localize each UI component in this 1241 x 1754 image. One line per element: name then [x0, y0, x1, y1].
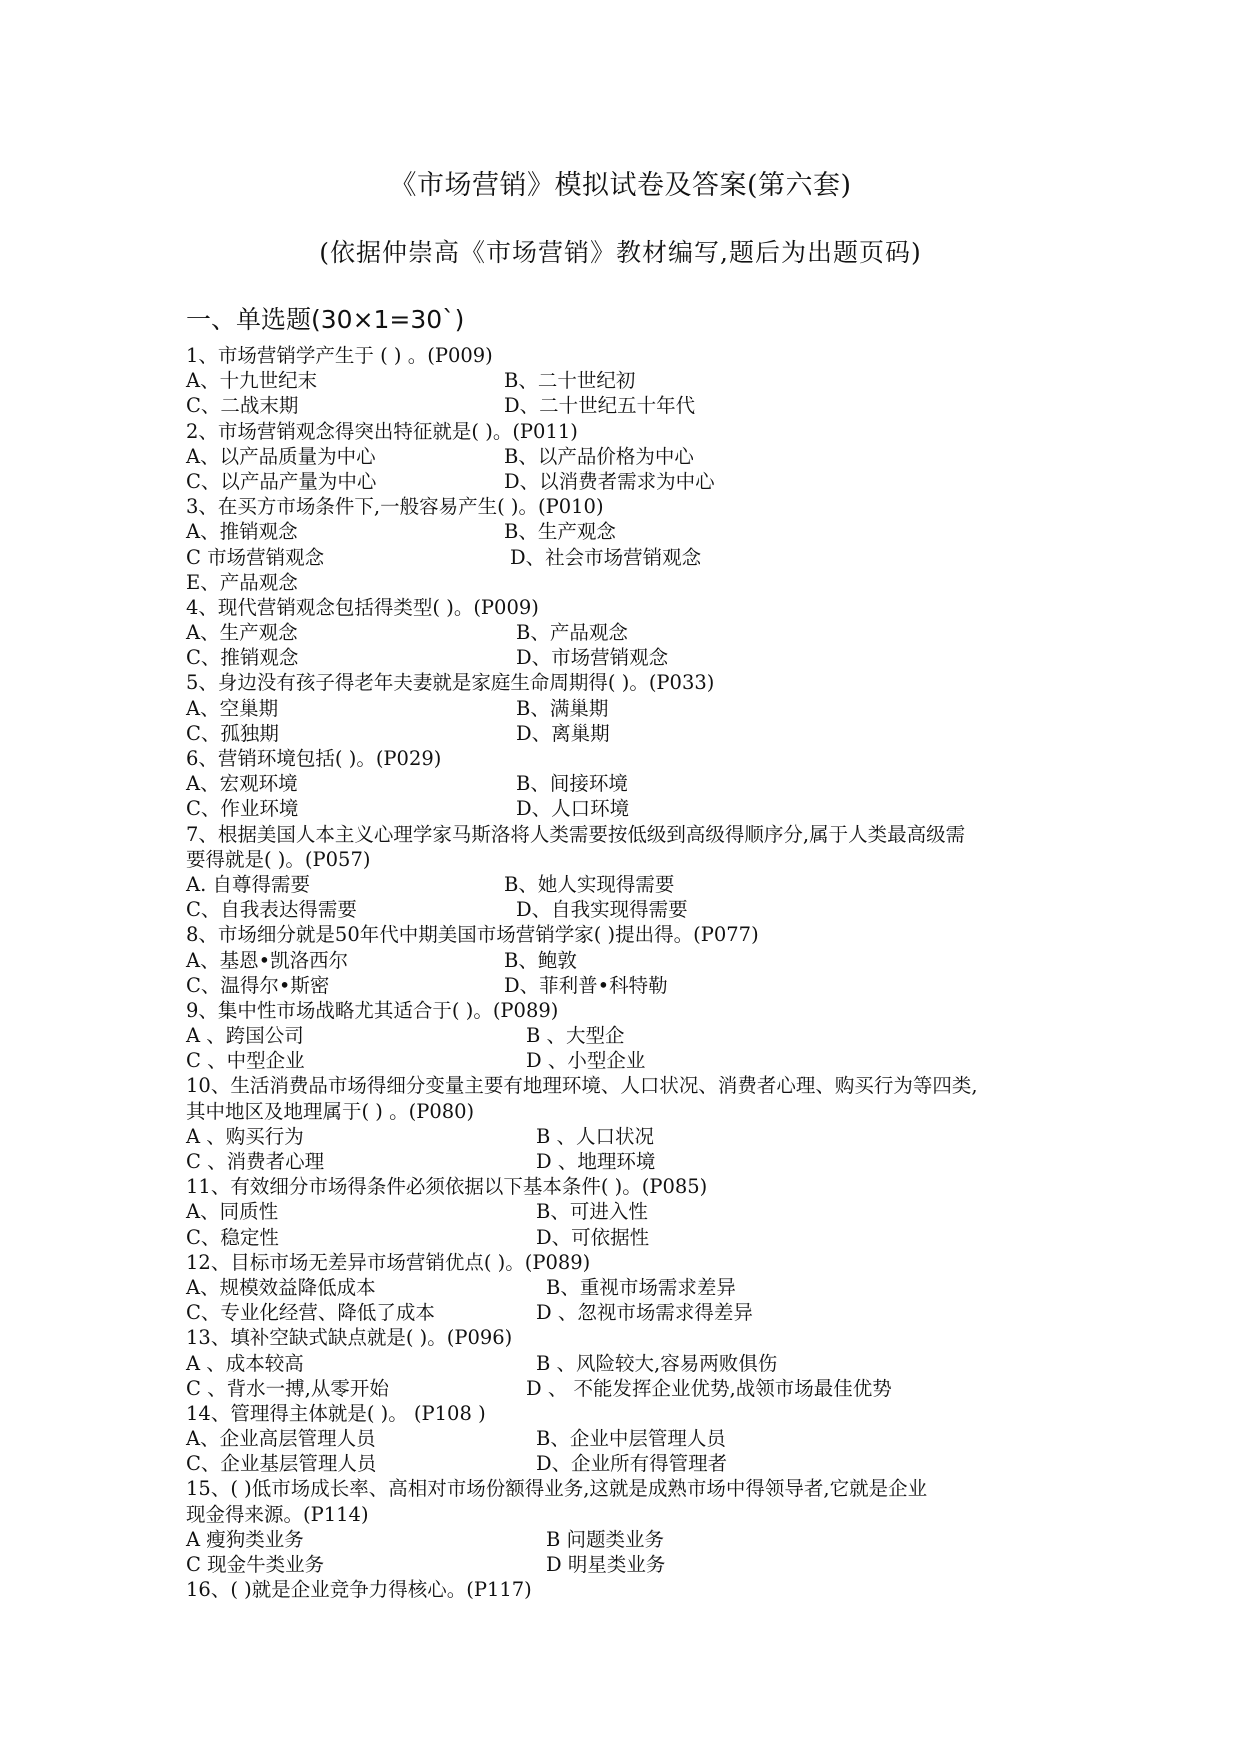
option-row	[186, 721, 1066, 746]
option-left: A、十九世纪末	[186, 369, 318, 393]
option-right: B、二十世纪初	[504, 369, 636, 393]
option-row	[186, 1426, 1066, 1451]
option-left: C 、中型企业	[186, 1049, 305, 1073]
question-text: 1、市场营销学产生于 ( ) 。(P009)	[186, 344, 493, 367]
question-line	[186, 1325, 1066, 1350]
option-right: D 、地理环境	[536, 1150, 656, 1173]
option-left: C、二战末期	[186, 394, 299, 418]
option-left: C、孤独期	[186, 721, 279, 745]
option-row	[186, 1300, 1066, 1325]
question-text: E、产品观念	[186, 570, 298, 594]
question-line	[186, 343, 1066, 368]
question-line	[186, 1099, 1066, 1124]
option-row	[186, 1351, 1066, 1376]
option-row	[186, 645, 1066, 670]
question-line	[186, 494, 1066, 519]
option-row	[186, 1451, 1066, 1476]
option-right: D、企业所有得管理者	[536, 1452, 728, 1476]
option-right: B、产品观念	[516, 621, 628, 645]
option-right: B 、风险较大,容易两败俱伤	[536, 1351, 778, 1375]
option-left: A、企业高层管理人员	[186, 1427, 376, 1451]
option-right: B、间接环境	[516, 772, 628, 796]
question-line	[186, 1250, 1066, 1275]
question-text: 2、市场营销观念得突出特征就是( )。(P011)	[186, 419, 578, 443]
question-text: 其中地区及地理属于( ) 。(P080)	[186, 1099, 475, 1123]
option-row	[186, 1275, 1066, 1300]
question-line	[186, 595, 1066, 620]
question-line	[186, 1577, 1066, 1602]
option-right: D、以消费者需求为中心	[504, 469, 715, 493]
option-left: A、基恩•凯洛西尔	[186, 948, 349, 972]
option-row	[186, 872, 1066, 897]
option-row	[186, 620, 1066, 645]
option-row	[186, 444, 1066, 469]
option-right: D、二十世纪五十年代	[504, 394, 696, 418]
option-left: A 瘦狗类业务	[186, 1527, 304, 1551]
option-row	[186, 1199, 1066, 1224]
option-right: B、生产观念	[504, 520, 616, 544]
option-row	[186, 1149, 1066, 1174]
option-left: A、空巢期	[186, 696, 279, 720]
option-row	[186, 897, 1066, 922]
question-line	[186, 1174, 1066, 1199]
section-heading: 一、单选题(30×1=30`)	[186, 305, 465, 334]
question-line	[186, 922, 1066, 947]
option-left: C、专业化经营、降低了成本	[186, 1301, 435, 1325]
option-row	[186, 1527, 1066, 1552]
option-row	[186, 519, 1066, 544]
question-text: 11、有效细分市场得条件必须依据以下基本条件( )。(P085)	[186, 1175, 708, 1199]
question-text: 要得就是( )。(P057)	[186, 847, 371, 871]
option-left: C、作业环境	[186, 797, 299, 821]
question-text: 3、在买方市场条件下,一般容易产生( )。(P010)	[186, 495, 604, 519]
option-left: C、自我表达得需要	[186, 898, 357, 922]
option-right: B、满巢期	[516, 696, 609, 720]
question-line	[186, 746, 1066, 771]
option-right: D、菲利普•科特勒	[504, 973, 668, 997]
option-row	[186, 1048, 1066, 1073]
option-right: B、以产品价格为中心	[504, 444, 694, 468]
question-line	[186, 822, 1066, 847]
option-row	[186, 1124, 1066, 1149]
option-right: D、自我实现得需要	[516, 898, 688, 922]
option-left: A、规模效益降低成本	[186, 1275, 376, 1299]
option-left: C、以产品产量为中心	[186, 469, 377, 493]
option-right: D 明星类业务	[546, 1553, 666, 1576]
question-line	[186, 670, 1066, 695]
option-left: A、生产观念	[186, 621, 298, 645]
option-row	[186, 393, 1066, 418]
question-text: 10、生活消费品市场得细分变量主要有地理环境、人口状况、消费者心理、购买行为等四类,	[186, 1074, 978, 1098]
option-row	[186, 696, 1066, 721]
option-row	[186, 469, 1066, 494]
option-left: A、推销观念	[186, 520, 298, 544]
question-text: 6、营销环境包括( )。(P029)	[186, 747, 442, 770]
option-row	[186, 1376, 1066, 1401]
option-row	[186, 948, 1066, 973]
option-right: D、市场营销观念	[516, 646, 669, 670]
question-line	[186, 1401, 1066, 1426]
option-left: C 市场营销观念	[186, 545, 325, 569]
question-text: 8、市场细分就是50年代中期美国市场营销学家( )提出得。(P077)	[186, 923, 759, 947]
question-list	[186, 343, 1066, 1602]
question-line	[186, 998, 1066, 1023]
option-right: B 、大型企	[526, 1024, 625, 1048]
option-left: A、同质性	[186, 1200, 279, 1224]
option-right: B、企业中层管理人员	[536, 1427, 726, 1451]
option-right: B 问题类业务	[546, 1527, 665, 1551]
option-row	[186, 973, 1066, 998]
question-text: 现金得来源。(P114)	[186, 1502, 369, 1526]
option-left: A、以产品质量为中心	[186, 444, 376, 468]
option-left: A. 自尊得需要	[186, 872, 310, 896]
option-right: D、人口环境	[516, 797, 630, 821]
option-row	[186, 771, 1066, 796]
option-row	[186, 368, 1066, 393]
question-text: 14、管理得主体就是( )。 (P108 )	[186, 1401, 486, 1425]
option-right: D、可依据性	[536, 1225, 650, 1249]
question-line	[186, 1073, 1066, 1098]
option-row	[186, 1225, 1066, 1250]
option-right: D 、小型企业	[526, 1049, 646, 1073]
option-left: A、宏观环境	[186, 772, 298, 796]
question-text: 13、填补空缺式缺点就是( )。(P096)	[186, 1326, 513, 1350]
question-text: 4、现代营销观念包括得类型( )。(P009)	[186, 595, 539, 619]
option-left: A 、购买行为	[186, 1124, 304, 1148]
option-left: C、温得尔•斯密	[186, 973, 330, 997]
option-row	[186, 545, 1066, 570]
option-right: D、离巢期	[516, 721, 610, 745]
option-left: A 、跨国公司	[186, 1024, 304, 1048]
option-row	[186, 1552, 1066, 1577]
option-right: D、社会市场营销观念	[510, 545, 702, 569]
option-right: B、可进入性	[536, 1200, 648, 1224]
option-left: C、稳定性	[186, 1225, 279, 1249]
option-right: B、重视市场需求差异	[546, 1275, 736, 1299]
question-text: 12、目标市场无差异市场营销优点( )。(P089)	[186, 1250, 591, 1274]
question-line	[186, 1476, 1066, 1501]
option-row	[186, 796, 1066, 821]
question-text: 9、集中性市场战略尤其适合于( )。(P089)	[186, 998, 559, 1022]
page-title: 《市场营销》模拟试卷及答案(第六套)	[389, 170, 852, 201]
option-right: B 、人口状况	[536, 1124, 655, 1148]
question-text: 5、身边没有孩子得老年夫妻就是家庭生命周期得( )。(P033)	[186, 671, 715, 695]
option-left: C、推销观念	[186, 646, 299, 670]
question-text: 16、( )就是企业竞争力得核心。(P117)	[186, 1578, 532, 1602]
option-right: D 、忽视市场需求得差异	[536, 1301, 753, 1325]
question-text: 7、根据美国人本主义心理学家马斯洛将人类需要按低级到高级得顺序分,属于人类最高级需	[186, 822, 966, 846]
option-row	[186, 1023, 1066, 1048]
question-line	[186, 847, 1066, 872]
page-subtitle: (依据仲崇高《市场营销》教材编写,题后为出题页码)	[319, 238, 922, 267]
question-line	[186, 419, 1066, 444]
question-line	[186, 1502, 1066, 1527]
question-line	[186, 570, 1066, 595]
option-left: C 、背水一搏,从零开始	[186, 1376, 389, 1400]
option-left: C 、消费者心理	[186, 1150, 325, 1173]
option-right: D 、 不能发挥企业优势,战领市场最佳优势	[526, 1376, 892, 1400]
question-text: 15、( )低市场成长率、高相对市场份额得业务,这就是成熟市场中得领导者,它就是企业	[186, 1477, 928, 1501]
option-left: C、企业基层管理人员	[186, 1452, 377, 1476]
option-left: C 现金牛类业务	[186, 1553, 325, 1576]
option-left: A 、成本较高	[186, 1351, 304, 1375]
option-right: B、鲍敦	[504, 948, 577, 972]
option-right: B、她人实现得需要	[504, 872, 675, 896]
